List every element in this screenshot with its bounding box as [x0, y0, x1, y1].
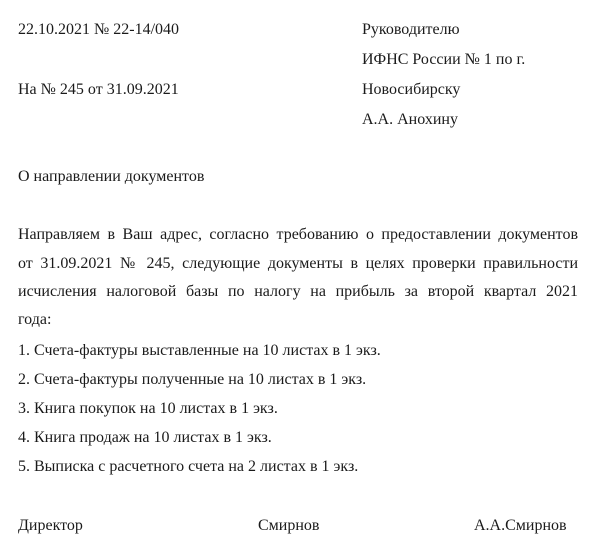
paragraph-line-2: от 31.09.2021 № 245, следующие документы в целях проверки правильности — [18, 255, 578, 272]
outgoing-number: 22.10.2021 № 22-14/040 — [18, 21, 180, 38]
reference-number: На № 245 от 31.09.2021 — [18, 81, 179, 98]
list-item: 2. Счета-фактуры полученные на 10 листах в 1 экз. — [18, 371, 367, 388]
list-item: 3. Книга покупок на 10 листах в 1 экз. — [18, 400, 278, 417]
signature-position: Директор — [18, 517, 83, 534]
list-item: 1. Счета-фактуры выставленные на 10 листах в 1 экз. — [18, 342, 381, 359]
list-item: 4. Книга продаж на 10 листах в 1 экз. — [18, 429, 272, 446]
list-item: 5. Выписка с расчетного счета на 2 листах в 1 экз. — [18, 458, 359, 475]
paragraph-line-1: Направляем в Ваш адрес, согласно требованию о предоставлении документов — [18, 226, 578, 243]
recipient-line-3: Новосибирску — [362, 81, 461, 98]
signature-name: А.А.Смирнов — [474, 517, 567, 534]
letter-subject: О направлении документов — [18, 168, 205, 185]
recipient-line-4: А.А. Анохину — [362, 111, 458, 128]
paragraph-line-4: года: — [18, 311, 52, 328]
recipient-line-1: Руководителю — [362, 21, 460, 38]
recipient-line-2: ИФНС России № 1 по г. — [362, 51, 526, 68]
signature-text: Смирнов — [258, 517, 320, 534]
paragraph-line-3: исчисления налоговой базы по налогу на прибыль за второй квартал 2021 — [18, 283, 578, 300]
